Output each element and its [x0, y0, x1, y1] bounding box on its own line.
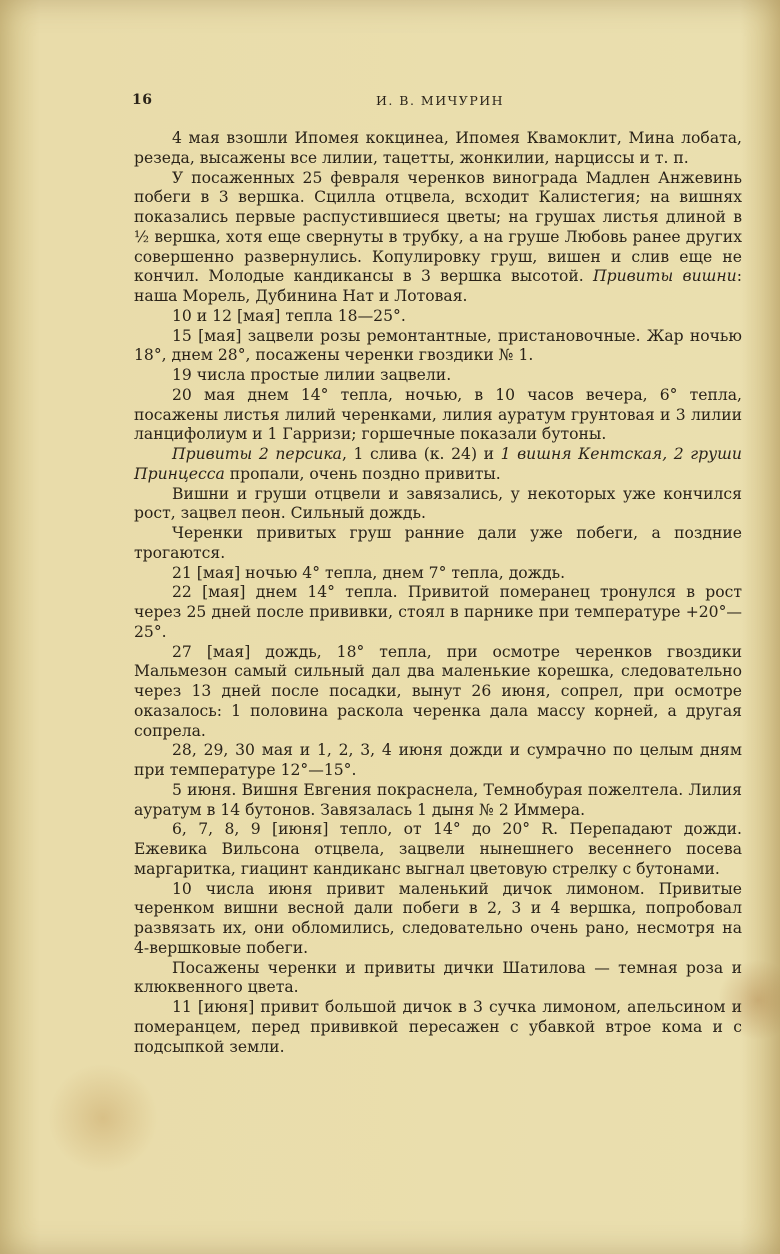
paragraph: 27 [мая] дождь, 18° тепла, при осмотре черенков гвоздики Мальмезон самый сильный дал два маленькие корешка, следовательно через 13 дней после посадки, вынут 26 июня, сопрел, при осмотре оказалось: 1 половина раскола черенка дала массу корней, а другая сопрела. — [134, 642, 742, 740]
italic-phrase: Привиты вишни — [592, 267, 737, 286]
italic-phrase: 1 вишня Кентская, 2 груши Принцесса — [134, 445, 742, 483]
running-head: И. В. МИЧУРИН — [375, 93, 505, 108]
paragraph: 15 [мая] зацвели розы ремонтантные, пристановочные. Жар ночью 18°, днем 28°, посажены черенки гвоздики № 1. — [134, 326, 742, 365]
paragraph: 6, 7, 8, 9 [июня] тепло, от 14° до 20° R. Перепадают дожди. Ежевика Вильсона отцвела, зацвели нынешнего весеннего посева маргаритка, гиацинт кандиканс выгнал цветовую стрелку с бутонами. — [134, 820, 742, 878]
body-text — [134, 129, 742, 1057]
paragraph: Черенки привитых груш ранние дали уже побеги, а поздние трогаются. — [134, 524, 742, 562]
paragraph: 5 июня. Вишня Евгения покраснела, Темнобурая пожелтела. Лилия ауратум в 14 бутонов. Завязалась 1 дыня № 2 Иммера. — [134, 780, 742, 819]
paragraph: Вишни и груши отцвели и завязались, у некоторых уже кончился рост, зацвел пеон. Сильный дождь. — [134, 484, 742, 523]
paragraph: 21 [мая] ночью 4° тепла, днем 7° тепла, дождь. — [172, 563, 566, 582]
paragraph: 22 [мая] днем 14° тепла. Привитой померанец тронулся в рост через 25 дней после прививки, стоял в парнике при температуре +20°—25°. — [134, 583, 742, 641]
paragraph: 10 и 12 [мая] тепла 18—25°. — [172, 306, 406, 325]
paragraph: 4 мая взошли Ипомея кокцинеа, Ипомея Квамоклит, Мина лобата, резеда, высажены все лилии, тацетты, жонкилии, нарциссы и т. п. — [134, 129, 742, 167]
italic-phrase: Привиты 2 персика — [172, 445, 342, 463]
paragraph: Посажены черенки и привиты дички Шатилова — темная роза и клюквенного цвета. — [134, 958, 742, 997]
paragraph: 10 числа июня привит маленький дичок лимоном. Привитые черенком вишни весной дали побеги в 2, 3 и 4 вершка, попробовал развязать их, они обломились, следовательно очень рано, несмотря на 4-вершковые побеги. — [134, 879, 742, 957]
paragraph: У посаженных 25 февраля черенков винограда Мадлен Анжевинь побеги в 3 вершка. Сцилла отцвела, всходит Калистегия; на вишнях показались первые распустившиеся цветы; на грушах листья длиной в ½ вершка, хотя еще свернуты в трубку, а на груше Любовь ранее других совершенно развернулись. Копулировку груш, вишен и слив еще не кончил. Молодые кандикансы в 3 вершка высотой. Привиты вишни: наша Морель, Дубинина Нат и Лотовая. — [134, 168, 742, 305]
paragraph: Привиты 2 персика, 1 слива (к. 24) и 1 вишня Кентская, 2 груши Принцесса пропали, очень поздно привиты. — [134, 445, 742, 483]
paragraph: 11 [июня] привит большой дичок в 3 сучка лимоном, апельсином и померанцем, перед прививкой пересажен с убавкой втрое кома и с подсыпкой земли. — [134, 998, 742, 1056]
paragraph: 20 мая днем 14° тепла, ночью, в 10 часов вечера, 6° тепла, посажены листья лилий черенками, лилия ауратум грунтовая и 3 лилии ланцифолиум и 1 Гарризи; горшечные показали бутоны. — [134, 385, 742, 444]
paragraph: 28, 29, 30 мая и 1, 2, 3, 4 июня дожди и сумрачно по целым дням при температуре 12°—15°. — [134, 741, 742, 779]
page-number: 16 — [132, 92, 153, 108]
paragraph: 19 числа простые лилии зацвели. — [172, 366, 452, 384]
